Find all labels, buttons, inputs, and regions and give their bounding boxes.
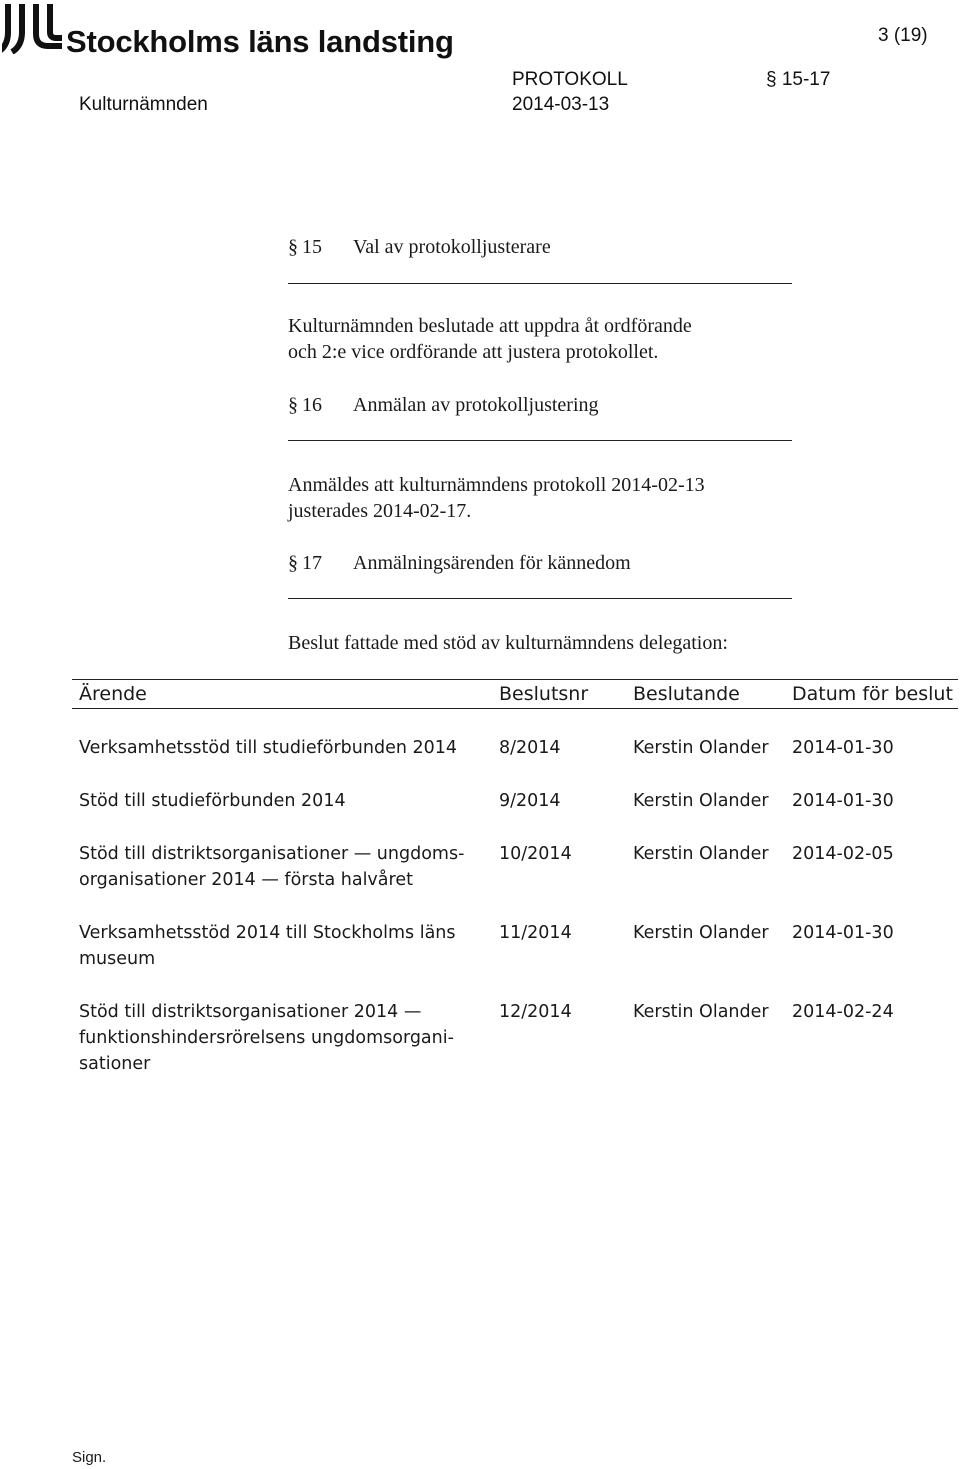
section-rule-17	[288, 598, 792, 599]
row-3-datum: 2014-02-05	[792, 844, 894, 864]
section-symbol-17: §	[288, 552, 298, 574]
section-body-16-line1: Anmäldes att kulturnämndens protokoll 2014-02-13	[288, 474, 705, 496]
row-4-beslutande: Kerstin Olander	[633, 923, 769, 943]
row-5-datum: 2014-02-24	[792, 1002, 894, 1022]
committee-name: Kulturnämnden	[79, 94, 208, 115]
row-1-arende: Verksamhetsstöd till studieförbunden 2014	[79, 738, 458, 758]
row-3-beslutande: Kerstin Olander	[633, 844, 769, 864]
logo-wordmark: Stockholms läns landsting	[66, 24, 454, 59]
row-3-beslutsnr: 10/2014	[499, 844, 572, 864]
table-header-rule	[72, 708, 958, 709]
section-number-17: 17	[302, 552, 322, 574]
section-number-16: 16	[302, 394, 322, 416]
row-1-beslutsnr: 8/2014	[499, 738, 561, 758]
row-4-datum: 2014-01-30	[792, 923, 894, 943]
row-5-beslutsnr: 12/2014	[499, 1002, 572, 1022]
section-title-17: Anmälningsärenden för kännedom	[353, 552, 631, 574]
doc-type: PROTOKOLL	[512, 69, 628, 90]
row-2-beslutande: Kerstin Olander	[633, 791, 769, 811]
row-5-arende-line2: funktionshindersrörelsens ungdomsorgani-	[79, 1028, 454, 1048]
page-number: 3 (19)	[878, 25, 928, 46]
section-symbol-16: §	[288, 394, 298, 416]
section-title-15: Val av protokolljusterare	[353, 236, 551, 258]
section-number-15: 15	[302, 236, 322, 258]
row-3-arende-line2: organisationer 2014 — första halvåret	[79, 870, 413, 890]
row-2-arende: Stöd till studieförbunden 2014	[79, 791, 346, 811]
col-header-datum: Datum för beslut	[792, 683, 953, 705]
row-4-arende-line1: Verksamhetsstöd 2014 till Stockholms läns	[79, 923, 456, 943]
row-4-arende-line2: museum	[79, 949, 156, 969]
paragraph-range: § 15-17	[766, 69, 831, 90]
col-header-beslutsnr: Beslutsnr	[499, 683, 589, 705]
section-body-15-line2: och 2:e vice ordförande att justera protokollet.	[288, 341, 659, 363]
section-symbol-15: §	[288, 236, 298, 258]
row-5-beslutande: Kerstin Olander	[633, 1002, 769, 1022]
row-5-arende-line3: sationer	[79, 1054, 151, 1074]
row-3-arende-line1: Stöd till distriktsorganisationer — ungdoms-	[79, 844, 465, 864]
section-body-16-line2: justerades 2014-02-17.	[288, 500, 472, 522]
table-top-rule	[72, 679, 958, 680]
sll-logo-mark	[2, 2, 64, 54]
row-5-arende-line1: Stöd till distriktsorganisationer 2014 —	[79, 1002, 422, 1022]
row-4-beslutsnr: 11/2014	[499, 923, 572, 943]
section-rule-15	[288, 283, 792, 284]
col-header-arende: Ärende	[79, 683, 147, 705]
row-1-beslutande: Kerstin Olander	[633, 738, 769, 758]
row-1-datum: 2014-01-30	[792, 738, 894, 758]
col-header-beslutande: Beslutande	[633, 683, 740, 705]
section-body-15-line1: Kulturnämnden beslutade att uppdra åt ordförande	[288, 315, 692, 337]
section-rule-16	[288, 440, 792, 441]
row-2-beslutsnr: 9/2014	[499, 791, 561, 811]
sign-label: Sign.	[72, 1449, 107, 1466]
section-title-16: Anmälan av protokolljustering	[353, 394, 599, 416]
row-2-datum: 2014-01-30	[792, 791, 894, 811]
section-body-17: Beslut fattade med stöd av kulturnämndens delegation:	[288, 632, 728, 654]
meeting-date: 2014-03-13	[512, 94, 610, 115]
